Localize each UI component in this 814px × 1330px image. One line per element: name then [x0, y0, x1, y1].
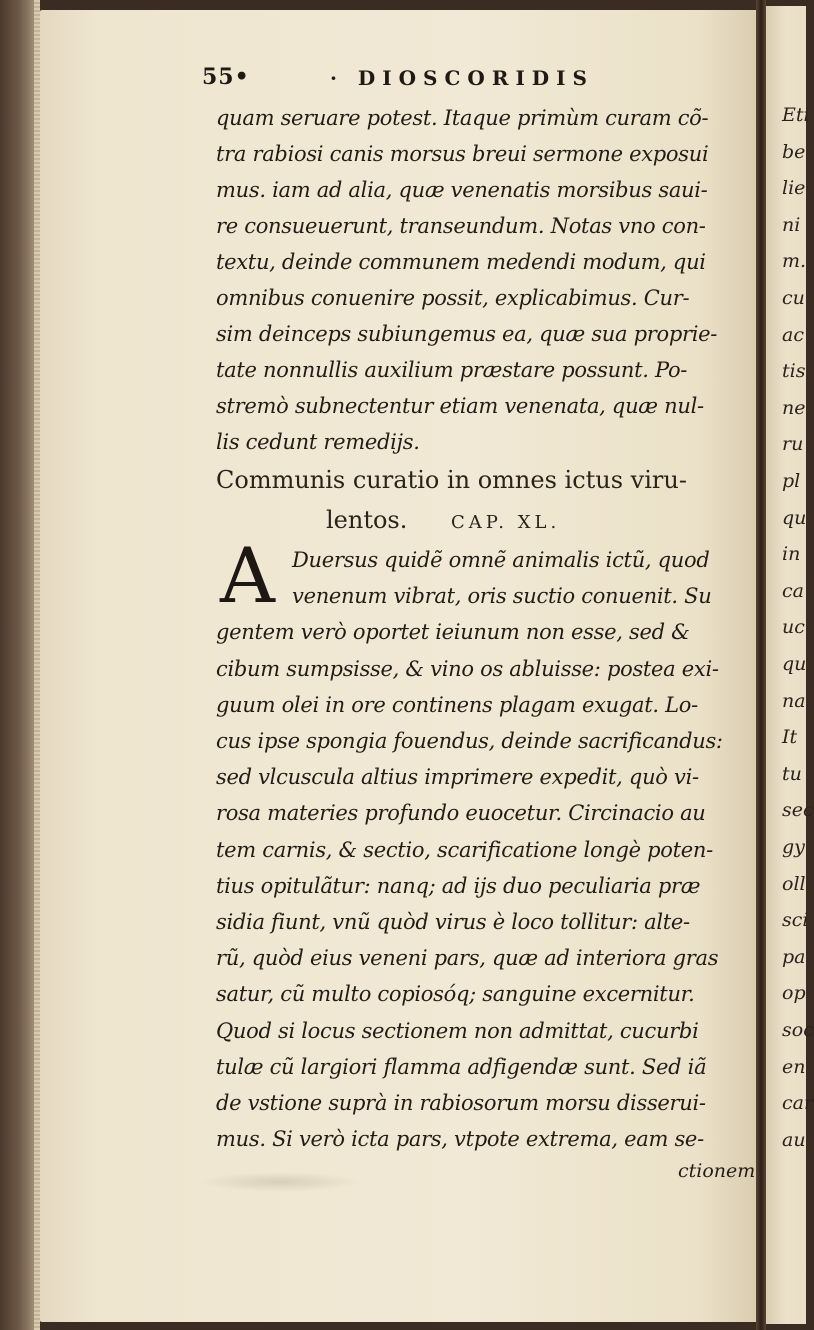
text-line: cus ipse spongia fouendus, deinde sacrificandus: — [216, 729, 723, 753]
facing-page-fragment: sci — [782, 909, 809, 932]
facing-page-fragment: en — [782, 1055, 806, 1078]
facing-page-fragment: pl — [782, 470, 801, 492]
text-line: sim deinceps subiungemus ea, quæ sua proprie- — [216, 322, 718, 346]
facing-page-fragment: qu — [782, 506, 807, 529]
page-number: 55• — [202, 64, 250, 90]
text-line: tulæ cũ largiori flamma adfigendæ sunt. Sed iã — [216, 1054, 707, 1079]
facing-page-fragment: tis — [782, 360, 806, 383]
facing-page-fragment: m. — [782, 250, 807, 273]
catchword: ctionem — [678, 1160, 756, 1182]
text-line: sidia fiunt, vnũ quòd virus è loco tollitur: alte- — [216, 910, 690, 934]
facing-page-fragment: tu — [782, 762, 802, 785]
text-line: Duersus quidẽ omnẽ animalis ictũ, quod — [292, 548, 710, 572]
text-line: quam seruare potest. Itaque primùm curam cõ- — [216, 106, 709, 130]
facing-page-fragment: na — [782, 689, 806, 712]
book-gutter — [756, 0, 766, 1330]
facing-page-fragment: car — [782, 1092, 814, 1115]
facing-page-fragment: pa — [782, 945, 806, 968]
text-line: textu, deinde communem medendi modum, qui — [216, 250, 706, 274]
text-line: guum olei in ore continens plagam exugat. Lo- — [216, 692, 698, 717]
text-line: sed vlcuscula altius imprimere expedit, quò vi- — [216, 765, 699, 790]
text-line: gentem verò oportet ieiunum non esse, sed & — [216, 620, 690, 645]
chapter-title-continuation: lentos. — [326, 506, 408, 534]
page-header — [180, 64, 660, 104]
ink-smudge — [200, 1172, 360, 1192]
text-line: tem carnis, & sectio, scarificatione longè poten- — [216, 837, 713, 862]
text-line: rũ, quòd eius veneni pars, quæ ad interiora gras — [216, 946, 719, 971]
text-line: mus. Si verò icta pars, vtpote extrema, eam se- — [216, 1127, 704, 1152]
text-line: re consueuerunt, transeundum. Notas vno con- — [216, 214, 706, 238]
text-line: lis cedunt remedijs. — [216, 430, 420, 454]
text-line: tra rabiosi canis morsus breui sermone exposui — [216, 142, 709, 166]
facing-page-fragment: ca — [782, 579, 804, 602]
facing-page-fragment: oll — [782, 872, 806, 895]
book-spine-edge — [0, 0, 40, 1330]
facing-page — [766, 6, 814, 1324]
facing-page-fragment: ne — [782, 396, 806, 419]
facing-page-fragment: ru — [782, 433, 804, 456]
text-line: mus. iam ad alia, quæ venenatis morsibus saui- — [216, 178, 708, 202]
facing-page-fragment: It — [782, 726, 798, 749]
facing-page-fragment: ni — [782, 213, 801, 236]
text-line: omnibus conuenire possit, explicabimus. Cur- — [216, 286, 690, 310]
text-line: rosa materies profundo euocetur. Circinacio au — [216, 801, 706, 826]
text-line: stremò subnectentur etiam venenata, quæ nul- — [216, 394, 704, 418]
text-line: venenum vibrat, oris suctio conuenit. Su — [292, 584, 712, 609]
facing-page-fragment: lie — [782, 177, 806, 200]
facing-page-fragment: op — [782, 982, 806, 1005]
facing-page-fragment: qu — [782, 653, 807, 675]
chapter-number: CAP. XL. — [451, 512, 561, 533]
facing-page-fragment: uc — [782, 616, 805, 639]
text-line: Quod si locus sectionem non admittat, cucurbi — [216, 1018, 699, 1043]
text-line: satur, cũ multo copiosóq; sanguine excernitur. — [216, 982, 695, 1007]
text-line: cibum sumpsisse, & vino os abluisse: postea exi- — [216, 656, 719, 681]
chapter-title-line1: Communis curatio in omnes ictus viru- — [216, 466, 687, 494]
facing-page-fragment: soc — [782, 1019, 814, 1041]
facing-page-fragment: au — [782, 1128, 806, 1151]
facing-page-fragment: cu — [782, 287, 805, 309]
text-line: de vstione suprà in rabiosorum morsu disserui- — [216, 1091, 706, 1115]
text-line: tate nonnullis auxilium præstare possunt. Po- — [216, 358, 688, 382]
facing-page-fragment: sec — [782, 799, 814, 822]
facing-page-fragment: Eti — [782, 104, 810, 126]
chapter-title-line2 — [326, 506, 560, 534]
text-line: tius opitulãtur: nanq; ad ijs duo peculiaria præ — [216, 873, 701, 898]
running-title: · DIOSCORIDIS — [330, 66, 594, 90]
facing-page-fragment: ac — [782, 323, 804, 346]
facing-page-fragment: be — [782, 140, 806, 163]
facing-page-fragment: in — [782, 543, 801, 566]
facing-page-fragment: gy — [782, 836, 805, 858]
drop-capital: A — [220, 531, 275, 620]
